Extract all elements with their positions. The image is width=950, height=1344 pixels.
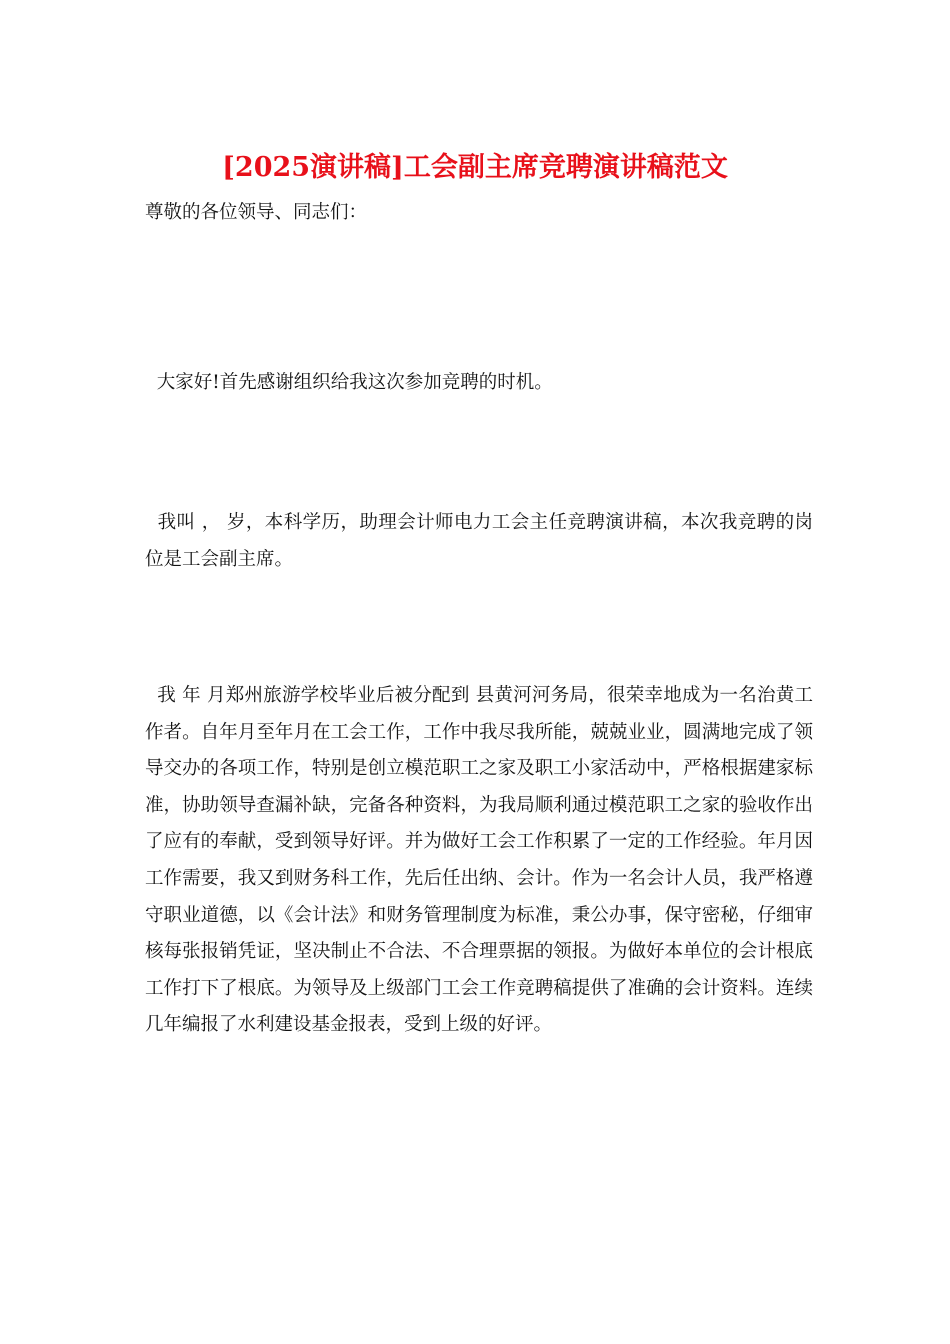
paragraph-introduction: 我叫 ， 岁，本科学历，助理会计师电力工会主任竞聘演讲稿，本次我竞聘的岗位是工会副主席。 (145, 512, 814, 570)
paragraph-work-experience: 我 年 月郑州旅游学校毕业后被分配到 县黄河河务局，很荣幸地成为一名治黄工作者。自年月至年月在工会工作，工作中我尽我所能，兢兢业业，圆满地完成了领导交办的各项工作，特别是创立模范职工之家及职工小家活动中，严格根据建家标准，协助领导查漏补缺，完备各种资料，为我局顺利通过模范职工之家的验收作出了应有的奉献，受到领导好评。并为做好工会工作积累了一定的工作经验。年月因工作需要，我又到财务科工作，先后任出纳、会计。作为一名会计人员，我严格遵守职业道德，以《会计法》和财务管理制度为标准，秉公办事，保守密秘，仔细审核每张报销凭证，坚决制止不合法、不合理票据的领报。为做好本单位的会计根底工作打下了根底。为领导及上级部门工会工作竞聘稿提供了准确的会计资料。连续几年编报了水利建设基金报表，受到上级的好评。 (145, 685, 813, 1036)
salutation: 尊敬的各位领导、同志们： (145, 202, 368, 223)
document-title: [2025演讲稿]工会副主席竞聘演讲稿范文 (222, 152, 728, 183)
paragraph-greeting: 大家好!首先感谢组织给我这次参加竞聘的时机。 (145, 372, 553, 393)
